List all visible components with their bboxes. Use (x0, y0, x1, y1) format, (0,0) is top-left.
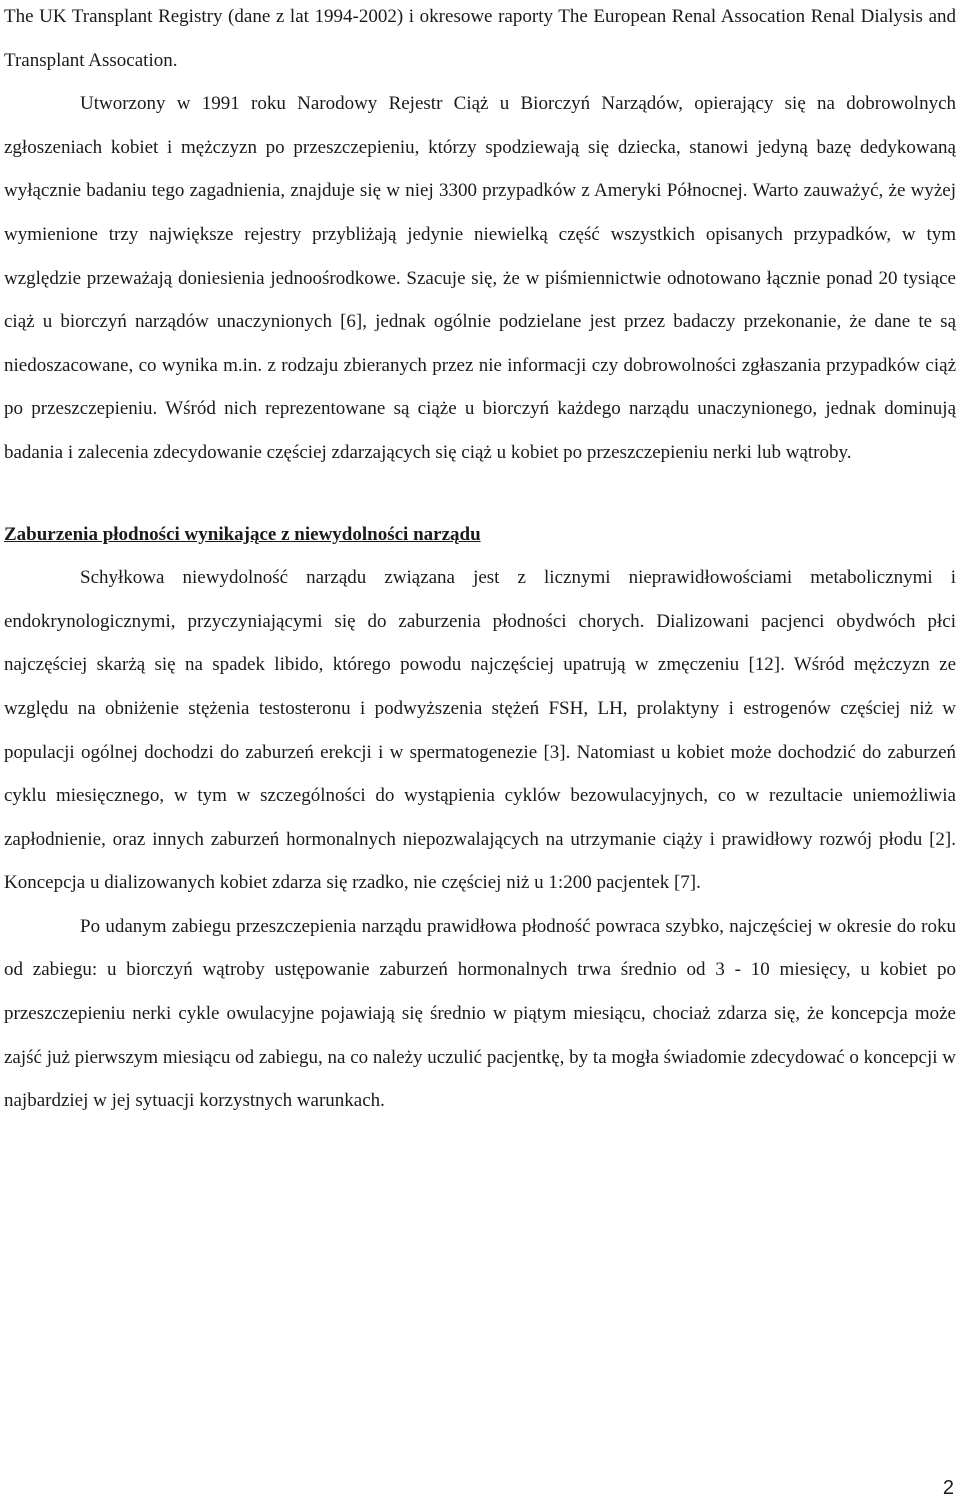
document-page (4, 0, 956, 1123)
page-number: 2 (942, 1477, 954, 1499)
paragraph-organ-failure: Schyłkowa niewydolność narządu związana jest z licznymi nieprawidłowościami metabolicznymi i endokrynologicznymi, przyczyniającymi się do zaburzenia płodności chorych. Dializowani pacjenci obydwóch płci najczęściej skarżą się na spadek libido, którego powodu najczęściej upatrują w zmęczeniu [12]. Wśród mężczyzn ze względu na obniżenie stężenia testosteronu i podwyższenia stężeń FSH, LH, prolaktyny i estrogenów częściej niż w populacji ogólnej dochodzi do zaburzeń erekcji i w spermatogenezie [3]. Natomiast u kobiet może dochodzić do zaburzeń cyklu miesięcznego, w tym w szczególności do wystąpienia cyklów bezowulacyjnych, co w rezultacie uniemożliwia zapłodnienie, oraz innych zaburzeń hormonalnych niepozwalających na utrzymanie ciąży i prawidłowy rozwój płodu [2]. Koncepcja u dializowanych kobiet zdarza się rzadko, nie częściej niż u 1:200 pacjentek [7]. (4, 567, 956, 894)
section-heading: Zaburzenia płodności wynikające z niewydolności narządu (4, 523, 481, 545)
paragraph-registries: The UK Transplant Registry (dane z lat 1994-2002) i okresowe raporty The European Renal Assocation Renal Dialysis and Transplant Assocation. (4, 6, 956, 71)
paragraph-national-registry: Utworzony w 1991 roku Narodowy Rejestr Ciąż u Biorczyń Narządów, opierający się na dobrowolnych zgłoszeniach kobiet i mężczyzn po przeszczepieniu, którzy spodziewają się dziecka, stanowi jedyną bazę dedykowaną wyłącznie badaniu tego zagadnienia, znajduje się w niej 3300 przypadków z Ameryki Północnej. Warto zauważyć, że wyżej wymienione trzy największe rejestry przybliżają jedynie niewielką część wszystkich opisanych przypadków, w tym względzie przeważają doniesienia jednoośrodkowe. Szacuje się, że w piśmiennictwie odnotowano łącznie ponad 20 tysiące ciąż u biorczyń narządów unaczynionych [6], jednak ogólnie podzielane jest przez badaczy przekonanie, że dane te są niedoszacowane, co wynika m.in. z rodzaju zbieranych przez nie informacji czy dobrowolności zgłaszania przypadków ciąż po przeszczepieniu. Wśród nich reprezentowane są ciąże u biorczyń każdego narządu unaczynionego, jednak dominują badania i zalecenia zdecydowanie częściej zdarzających się ciąż u kobiet po przeszczepieniu nerki lub wątroby. (4, 93, 956, 463)
paragraph-after-transplant: Po udanym zabiegu przeszczepienia narządu prawidłowa płodność powraca szybko, najczęściej w okresie do roku od zabiegu: u biorczyń wątroby ustępowanie zaburzeń hormonalnych trwa średnio od 3 - 10 miesięcy, u kobiet po przeszczepieniu nerki cykle owulacyjne pojawiają się średnio w piątym miesiącu, chociaż zdarza się, że koncepcja może zajść już pierwszym miesiącu od zabiegu, na co należy uczulić pacjentkę, by ta mogła świadomie zdecydować o koncepcji w najbardziej w jej sytuacji korzystnych warunkach. (4, 915, 956, 1112)
